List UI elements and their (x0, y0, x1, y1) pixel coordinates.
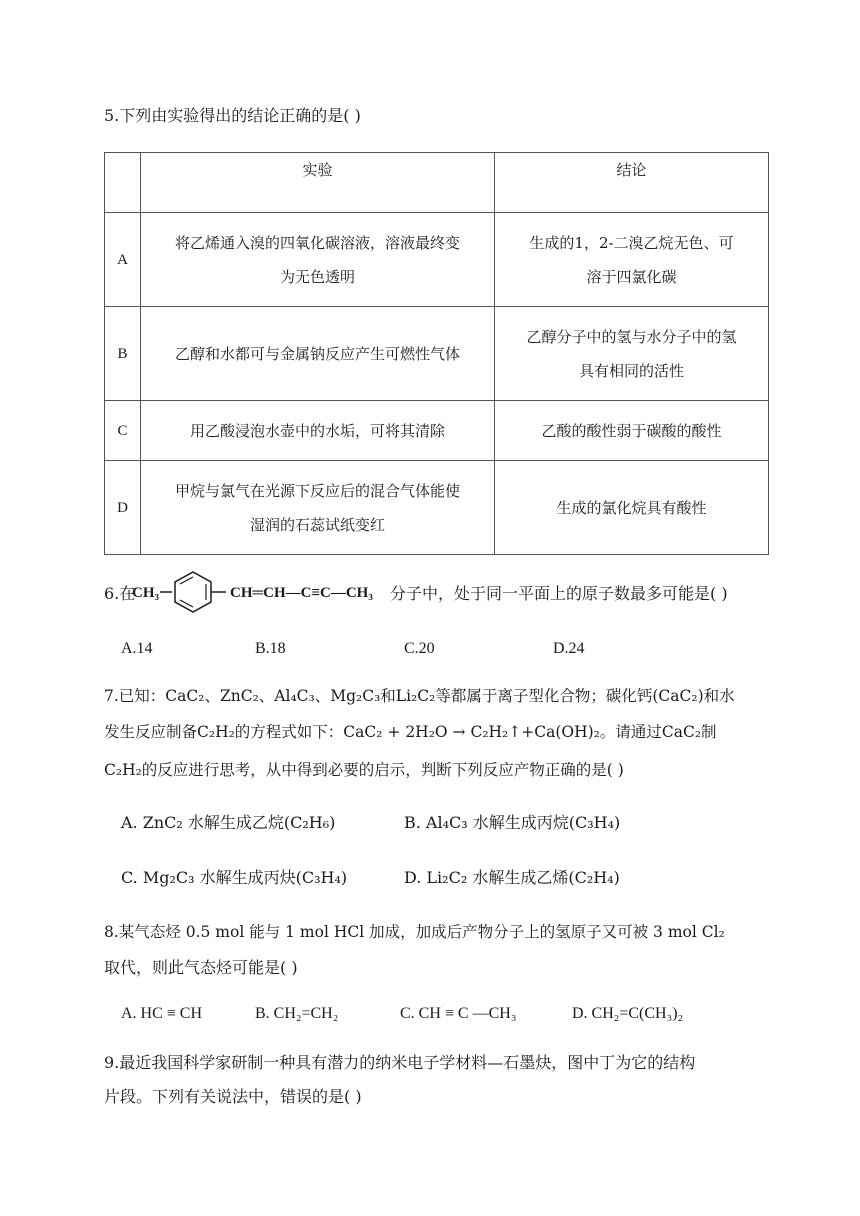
experiment-cell (141, 401, 495, 461)
cell-line: 乙酸的酸性弱于碳酸的酸性 (541, 421, 722, 440)
header-conclusion: 结论 (495, 153, 769, 213)
cell-line: 甲烷与氯气在光源下反应后的混合气体能使 (174, 481, 460, 500)
header-blank (105, 153, 141, 213)
q8-line-1: 8.某气态烃 0.5 mol 能与 1 mol HCl 加成，加成后产物分子上的氢原子又可被 3 mol Cl₂ (104, 923, 725, 941)
q7-option-c: C. Mg₂C₃ 水解生成丙炔(C₃H₄) (121, 868, 348, 887)
q6-prefix: 6.在 (104, 584, 136, 603)
q7-option-b: B. Al₄C₃ 水解生成丙烷(C₃H₄) (404, 813, 621, 832)
experiment-cell (141, 461, 495, 555)
conclusion-cell (495, 213, 769, 307)
cell-line: 乙醇分子中的氢与水分子中的氢 (526, 327, 737, 346)
cell-line: 湿润的石蕊试纸变红 (249, 515, 385, 534)
experiment-cell (141, 307, 495, 401)
row-label: B (105, 307, 141, 401)
q9-line-1: 9.最近我国科学家研制一种具有潜力的纳米电子学材料—石墨炔，图中丁为它的结构 (104, 1053, 696, 1072)
q8-option-c: C. CH ≡ C —CH₃ (400, 1005, 517, 1022)
conclusion-cell (495, 401, 769, 461)
q8-option-d: D. CH₂=C(CH₃)₂ (572, 1005, 684, 1022)
q5-stem: 5.下列由实验得出的结论正确的是( ) (104, 106, 361, 125)
row-label: A (105, 213, 141, 307)
row-label: C (105, 401, 141, 461)
q5-table (104, 152, 769, 555)
q6-formula-chain: CH═CH—C≡C—CH₃ (230, 585, 373, 601)
q6-formula-left: CH₃ (132, 585, 159, 601)
cell-line: 具有相同的活性 (578, 361, 684, 380)
table-header-row (105, 153, 769, 213)
q7-line-2: 发生反应制备C₂H₂的方程式如下：CaC₂ + 2H₂O → C₂H₂↑+Ca(OH)₂。请通过CaC₂制 (104, 723, 717, 741)
q7-line-3: C₂H₂的反应进行思考，从中得到必要的启示，判断下列反应产物正确的是( ) (104, 761, 624, 779)
table-row (105, 213, 769, 307)
cell-line: 用乙酸浸泡水壶中的水垢，可将其清除 (189, 421, 445, 440)
q6-option-a: A.14 (121, 640, 153, 657)
conclusion-cell (495, 461, 769, 555)
q8-option-a: A. HC ≡ CH (121, 1005, 203, 1022)
q6-option-d: D.24 (553, 640, 585, 657)
cell-line: 乙醇和水都可与金属钠反应产生可燃性气体 (174, 344, 460, 363)
q6-option-c: C.20 (404, 640, 435, 657)
q8-option-b: B. CH₂=CH₂ (255, 1005, 339, 1022)
cell-line: 为无色透明 (279, 267, 355, 286)
q7-option-a: A. ZnC₂ 水解生成乙烷(C₂H₆) (121, 813, 336, 832)
row-label: D (105, 461, 141, 555)
cell-line: 生成的1，2-二溴乙烷无色、可 (529, 233, 734, 252)
cell-line: 将乙烯通入溴的四氧化碳溶液，溶液最终变 (174, 233, 460, 252)
cell-line: 溶于四氯化碳 (586, 267, 677, 286)
q7-option-d: D. Li₂C₂ 水解生成乙烯(C₂H₄) (404, 868, 620, 887)
table-row (105, 401, 769, 461)
q7-line-1: 7.已知：CaC₂、ZnC₂、Al₄C₃、Mg₂C₃和Li₂C₂等都属于离子型化合物；碳化钙(CaC₂)和水 (104, 687, 735, 705)
table-row (105, 461, 769, 555)
header-experiment: 实验 (141, 153, 495, 213)
experiment-cell (141, 213, 495, 307)
q6-suffix: 分子中，处于同一平面上的原子数最多可能是( ) (390, 584, 728, 603)
q8-line-2: 取代，则此气态烃可能是( ) (104, 958, 298, 977)
cell-line: 生成的氯化烷具有酸性 (556, 498, 707, 517)
table-row (105, 307, 769, 401)
q9-line-2: 片段。下列有关说法中，错误的是( ) (104, 1087, 362, 1106)
benzene-ring-icon (160, 568, 226, 616)
q6-option-b: B.18 (255, 640, 286, 657)
conclusion-cell (495, 307, 769, 401)
